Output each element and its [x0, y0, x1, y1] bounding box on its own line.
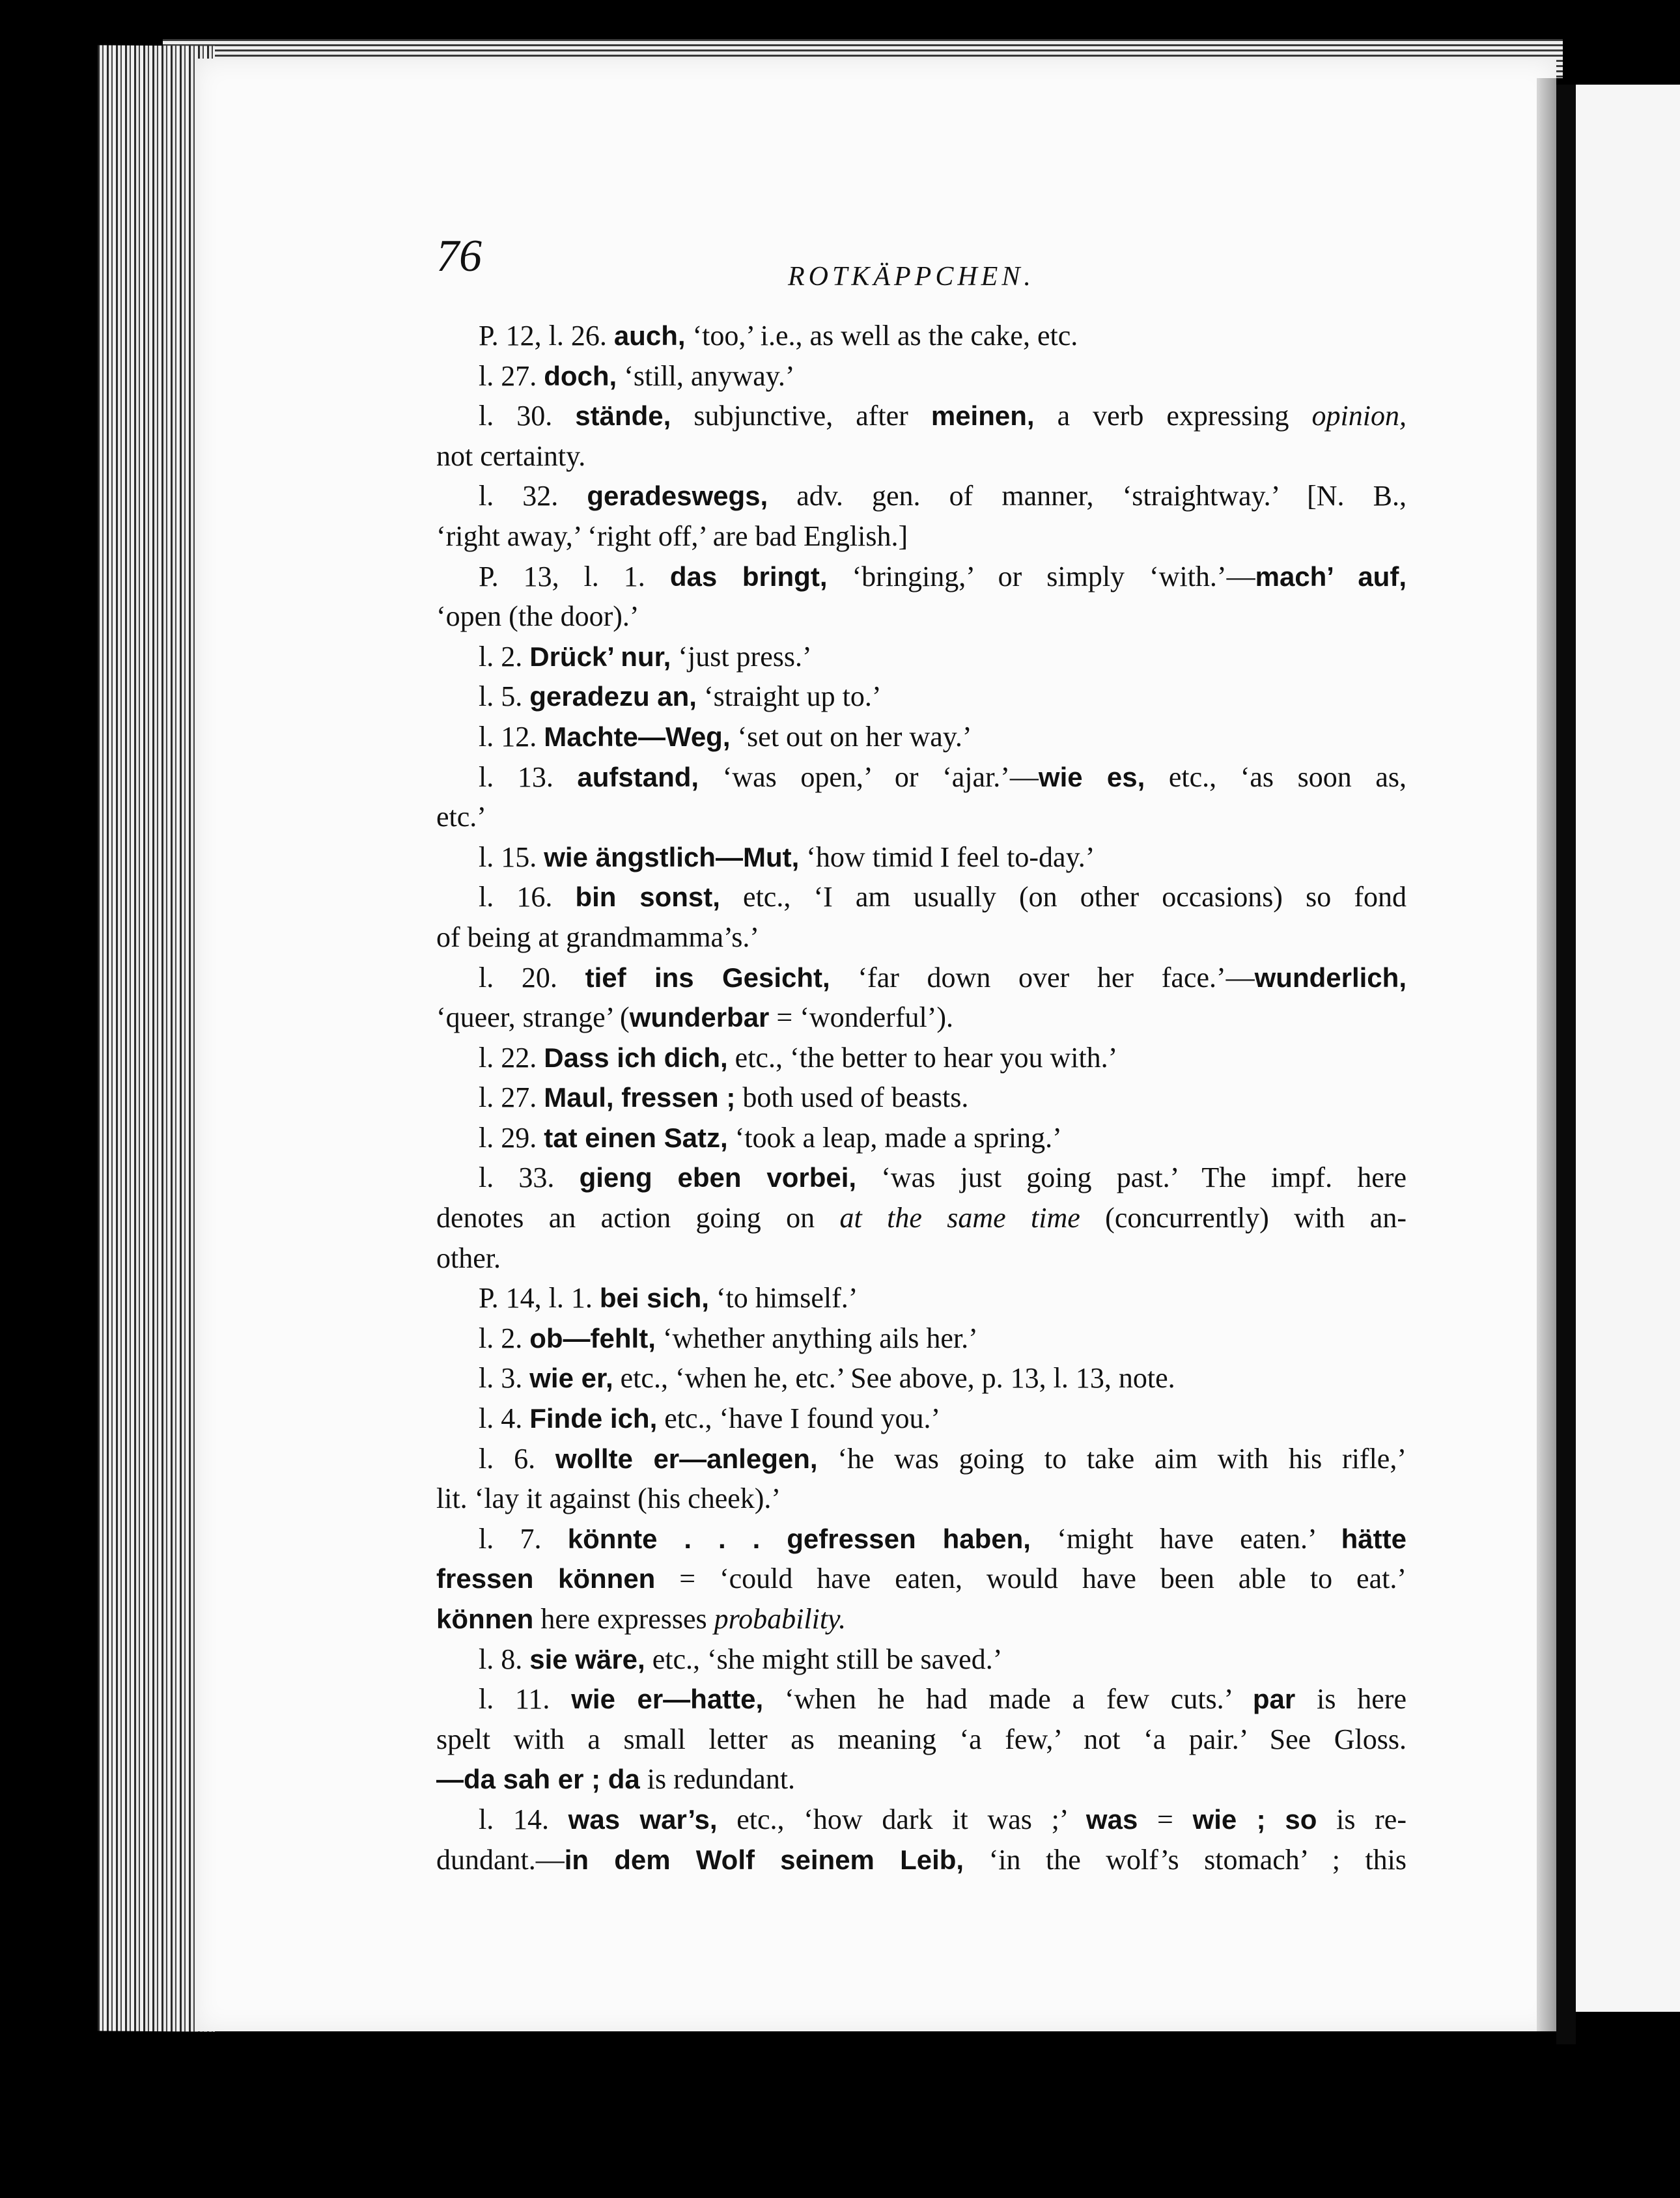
german-term: Dass ich dich,	[544, 1042, 728, 1073]
german-term: wie er,	[529, 1363, 613, 1394]
text-segment: l. 20.	[479, 961, 585, 994]
text-line	[436, 596, 1407, 637]
text-segment: l. 30.	[479, 400, 576, 432]
german-term: Maul, fressen ;	[544, 1082, 736, 1113]
text-line	[436, 917, 1407, 958]
text-segment: P. 14, l. 1.	[479, 1282, 600, 1315]
german-term: bei sich,	[599, 1283, 709, 1314]
text-segment: lit. ‘lay it against (his cheek).’	[436, 1482, 781, 1515]
text-line	[436, 1398, 1407, 1439]
text-segment: ‘far down over her face.’—	[830, 961, 1255, 994]
text-segment: l. 3.	[479, 1362, 530, 1395]
text-segment: etc., ‘when he, etc.’ See above, p. 13, l. 13, note.	[613, 1362, 1175, 1395]
text-segment: etc., ‘the better to hear you with.’	[727, 1041, 1118, 1074]
facing-page	[1576, 85, 1680, 2012]
text-segment: is redundant.	[639, 1763, 796, 1796]
book-spine	[1556, 85, 1576, 2044]
text-segment: = ‘wonderful’).	[769, 1001, 954, 1034]
text-line	[436, 1519, 1407, 1559]
text-segment: a verb expressing	[1034, 400, 1312, 432]
text-line	[436, 1599, 1407, 1639]
german-term: ob—fehlt,	[529, 1322, 656, 1354]
page-gutter-shadow	[1537, 78, 1556, 2031]
text-line	[436, 1719, 1407, 1760]
german-term: sie wäre,	[529, 1643, 645, 1675]
german-term: wie es,	[1038, 761, 1145, 792]
german-term: das bringt,	[669, 561, 828, 592]
text-line	[436, 877, 1407, 917]
german-term: wollte er—anlegen,	[555, 1443, 818, 1474]
text-segment: l. 27.	[479, 359, 544, 392]
german-term: mach’ auf,	[1255, 561, 1407, 592]
text-line	[436, 316, 1407, 356]
text-segment: ‘straight up to.’	[696, 680, 882, 713]
text-line	[436, 476, 1407, 516]
text-segment: ‘might have eaten.’	[1030, 1522, 1341, 1555]
text-segment: ‘whether anything ails her.’	[655, 1322, 978, 1354]
german-term: in dem Wolf seinem Leib,	[564, 1844, 964, 1875]
german-term: doch,	[544, 360, 617, 391]
text-line	[436, 557, 1407, 597]
text-segment: ‘to himself.’	[708, 1282, 858, 1315]
text-line	[436, 1559, 1407, 1599]
german-term: geradezu an,	[529, 681, 697, 712]
text-segment: etc., ‘have I found you.’	[657, 1402, 941, 1435]
german-term: Machte—Weg,	[544, 721, 731, 752]
text-line	[436, 837, 1407, 878]
text-line	[436, 1840, 1407, 1880]
text-segment: l. 2.	[479, 640, 530, 673]
text-line	[436, 958, 1407, 998]
text-line	[436, 1358, 1407, 1398]
text-segment: l. 2.	[479, 1322, 530, 1354]
text-line	[436, 1639, 1407, 1680]
text-line	[436, 1278, 1407, 1318]
german-term: wie ängstlich—Mut,	[544, 841, 800, 872]
text-line	[436, 997, 1407, 1038]
text-segment: spelt with a small letter as meaning ‘a few,’ not ‘a pair.’ See Gloss.	[436, 1723, 1407, 1755]
text-segment: P. 12, l. 26.	[479, 320, 614, 352]
text-segment: l. 4.	[479, 1402, 530, 1435]
text-segment: ‘bringing,’ or simply ‘with.’—	[827, 560, 1255, 592]
text-segment: adv. gen. of manner, ‘straightway.’ [N. B.,	[768, 480, 1407, 512]
text-segment: here expresses	[533, 1603, 714, 1635]
text-segment: both used of beasts.	[735, 1081, 969, 1114]
text-segment: l. 33.	[479, 1162, 580, 1194]
german-term: —da sah er ; da	[436, 1764, 640, 1795]
german-term: aufstand,	[577, 761, 699, 792]
text-segment: etc., ‘as soon as,	[1145, 760, 1407, 793]
text-segment	[1266, 1803, 1285, 1835]
german-term: gieng eben vorbei,	[579, 1162, 857, 1193]
text-line	[436, 1238, 1407, 1279]
text-line	[436, 1439, 1407, 1479]
text-segment: ‘queer, strange’ (	[436, 1001, 630, 1034]
text-segment: l. 22.	[479, 1041, 544, 1074]
german-term: wunderbar	[629, 1002, 770, 1033]
text-segment: other.	[436, 1242, 501, 1274]
text-segment: (concurrently) with an-	[1080, 1202, 1407, 1234]
german-term: geradeswegs,	[587, 480, 768, 512]
text-segment: dundant.—	[436, 1843, 565, 1876]
text-segment: = ‘could have eaten, would have been able to eat.’	[655, 1563, 1407, 1595]
notes-body	[436, 316, 1407, 1880]
text-segment: etc., ‘I am usually (on other occasions) so fond	[720, 881, 1407, 913]
german-term: par	[1252, 1684, 1296, 1715]
german-term: hätte	[1341, 1523, 1407, 1554]
text-segment: is re-	[1317, 1803, 1407, 1835]
german-term: meinen,	[931, 400, 1035, 432]
text-segment: denotes an action going on	[436, 1202, 840, 1234]
page-content	[436, 231, 1407, 1880]
text-segment: l. 15.	[479, 841, 544, 873]
german-term: tief ins Gesicht,	[585, 962, 830, 993]
text-segment: P. 13, l. 1.	[479, 560, 670, 592]
german-term: wie er—hatte,	[571, 1684, 764, 1715]
text-segment: is here	[1295, 1683, 1407, 1716]
text-segment: ‘was just going past.’ The impf. here	[856, 1162, 1407, 1194]
text-segment: l. 32.	[479, 480, 587, 512]
italic-text: probability.	[714, 1603, 847, 1635]
text-segment: of being at grandmamma’s.’	[436, 921, 760, 953]
text-segment: l. 7.	[479, 1522, 568, 1555]
text-line	[436, 676, 1407, 717]
text-line	[436, 436, 1407, 477]
page-header	[436, 231, 1407, 316]
text-line	[436, 797, 1407, 837]
text-segment: ‘he was going to take aim with his rifle,’	[817, 1442, 1407, 1475]
text-segment: l. 11.	[479, 1683, 572, 1716]
text-line	[436, 396, 1407, 436]
text-segment: l. 13.	[479, 760, 578, 793]
text-line	[436, 1800, 1407, 1840]
german-term: könnte . . . gefressen haben,	[567, 1523, 1031, 1554]
text-segment: l. 14.	[479, 1803, 568, 1835]
text-segment: ‘took a leap, made a spring.’	[727, 1121, 1062, 1154]
text-line	[436, 1198, 1407, 1238]
german-term: fressen können	[436, 1563, 656, 1594]
german-term: bin sonst,	[575, 882, 720, 913]
text-segment: ‘was open,’ or ‘ajar.’—	[699, 760, 1039, 793]
german-term: Drück’ nur,	[529, 641, 671, 672]
italic-text: opinion,	[1311, 400, 1407, 432]
text-segment: ‘just press.’	[671, 640, 812, 673]
text-segment: subjunctive, after	[671, 400, 931, 432]
german-term: können	[436, 1604, 534, 1634]
text-segment: ‘in the wolf’s stomach’ ; this	[964, 1843, 1407, 1876]
text-line	[436, 1118, 1407, 1158]
german-term: was war’s,	[568, 1803, 718, 1835]
text-segment: l. 12.	[479, 720, 544, 753]
text-segment: etc.’	[436, 801, 486, 833]
german-term: tat einen Satz,	[544, 1122, 728, 1153]
text-line	[436, 1038, 1407, 1078]
text-segment: ‘right away,’ ‘right off,’ are bad English.]	[436, 520, 908, 552]
text-segment: ‘when he had made a few cuts.’	[763, 1683, 1253, 1716]
text-segment: ‘too,’ i.e., as well as the cake, etc.	[685, 320, 1078, 352]
text-line	[436, 356, 1407, 396]
text-line	[436, 1318, 1407, 1359]
text-segment: ‘how timid I feel to-day.’	[799, 841, 1095, 873]
text-segment: =	[1138, 1803, 1193, 1835]
text-segment: etc., ‘how dark it was ;’	[717, 1803, 1086, 1835]
german-term: wunderlich,	[1254, 962, 1407, 993]
text-line	[436, 1679, 1407, 1719]
text-segment: ‘still, anyway.’	[617, 359, 795, 392]
text-segment: l. 8.	[479, 1643, 530, 1675]
german-term: Finde ich,	[529, 1403, 658, 1434]
text-line	[436, 1479, 1407, 1519]
german-term: so	[1285, 1803, 1317, 1835]
text-segment: l. 29.	[479, 1121, 544, 1154]
text-line	[436, 1078, 1407, 1118]
text-line	[436, 757, 1407, 798]
text-segment: l. 27.	[479, 1081, 544, 1114]
text-segment: ‘set out on her way.’	[730, 720, 972, 753]
german-term: auch,	[613, 320, 686, 351]
running-head: ROTKÄPPCHEN.	[788, 262, 1035, 292]
text-line	[436, 1759, 1407, 1800]
text-line	[436, 637, 1407, 677]
text-line	[436, 717, 1407, 757]
text-segment: l. 16.	[479, 881, 576, 913]
german-term: stände,	[575, 400, 671, 432]
text-line	[436, 1158, 1407, 1198]
german-term: wie ;	[1192, 1803, 1266, 1835]
german-term: was	[1085, 1803, 1138, 1835]
italic-text: at the same time	[839, 1202, 1080, 1234]
text-segment: not certainty.	[436, 439, 586, 472]
text-segment: etc., ‘she might still be saved.’	[645, 1643, 1003, 1675]
text-segment: ‘open (the door).’	[436, 600, 639, 633]
text-line	[436, 516, 1407, 557]
text-segment: l. 5.	[479, 680, 530, 713]
text-segment: l. 6.	[479, 1442, 555, 1475]
page-number: 76	[436, 231, 482, 281]
